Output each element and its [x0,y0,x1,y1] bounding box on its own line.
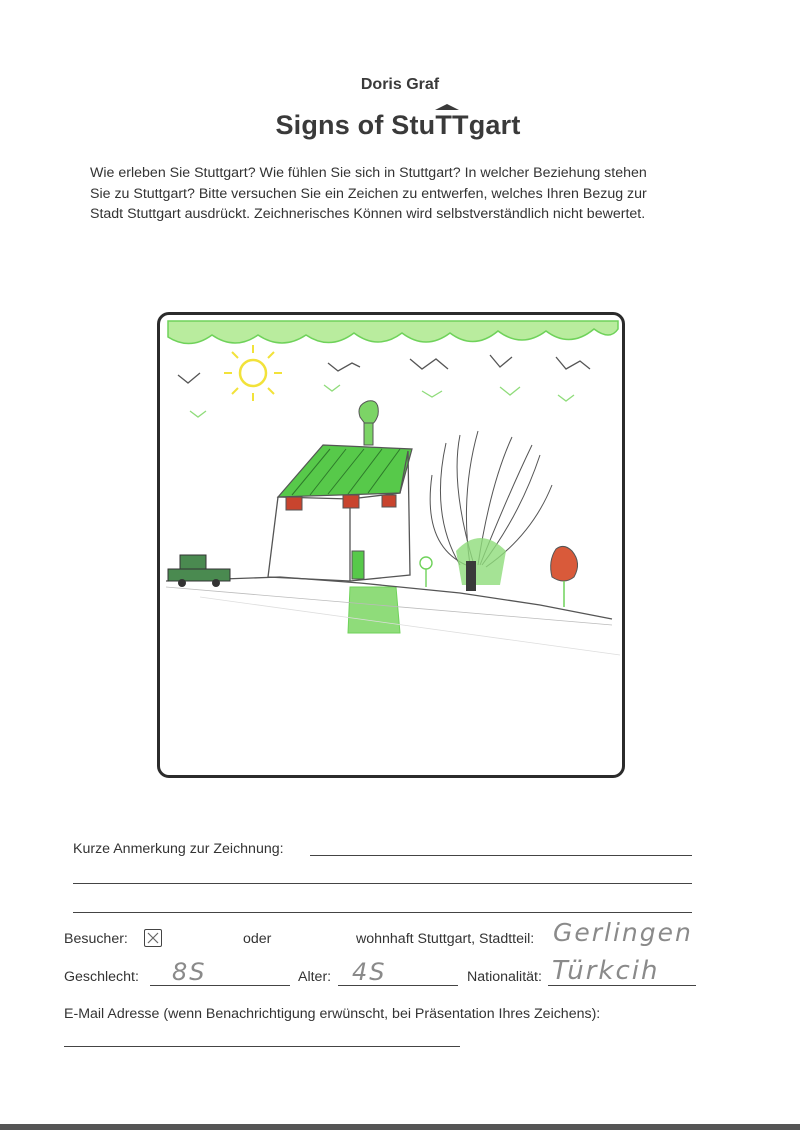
email-line[interactable] [64,1046,460,1047]
chimney-smoke [359,401,378,426]
author-name: Doris Graf [360,76,440,93]
house-roof [278,445,412,497]
district-value[interactable]: Gerlingen [553,918,693,947]
visitor-checkbox[interactable] [144,929,162,947]
title-part-b: TT [435,110,469,140]
gender-line [150,985,290,986]
title-prefix: Signs of [275,110,392,140]
email-label: E-Mail Adresse (wenn Benachrichtigung erwünscht, bei Präsentation Ihres Zeichens): [64,1006,601,1022]
scan-edge [0,1124,800,1130]
gender-label: Geschlecht: [64,969,139,985]
house-walls [268,497,350,581]
house-window [286,497,302,510]
gender-value[interactable]: 8S [172,958,207,986]
house-door [352,551,364,579]
age-label: Alter: [298,969,332,985]
remark-label: Kurze Anmerkung zur Zeichnung: [73,841,284,857]
green-bird-icons [190,385,574,417]
remark-line-3[interactable] [73,912,692,913]
drawing-frame [157,312,625,778]
remark-line-2[interactable] [73,883,692,884]
nationality-label: Nationalität: [467,969,542,985]
title-part-a: Stu [391,110,436,140]
tv-tower-roof-icon [434,104,460,110]
sun-icon [224,345,282,401]
car-icon [168,555,230,587]
title-part-c: gart [468,110,521,140]
intro-line-1: Wie erleben Sie Stuttgart? Wie fühlen Sie sich in Stuttgart? In welcher Beziehung stehen [90,165,647,181]
garden-path [348,587,400,633]
small-plant-icon [420,557,432,587]
house-window [382,495,396,507]
intro-text [90,163,712,225]
remark-line-1[interactable] [310,855,692,856]
visitor-label: Besucher: [64,931,128,947]
chimney [364,423,373,445]
title-tt-logo [435,110,468,141]
flower-icon [551,546,578,607]
cloud-band [168,321,618,344]
age-value[interactable]: 4S [352,958,387,986]
or-label: oder [243,931,272,947]
child-drawing [160,315,622,775]
intro-line-3: Stadt Stuttgart ausdrückt. Zeichnerisches Können wird selbstverständlich nicht bewertet. [90,206,646,222]
intro-line-2: Sie zu Stuttgart? Bitte versuchen Sie ein Zeichen zu entwerfen, welches Ihren Bezug zur [90,185,647,202]
house-window [343,495,359,508]
nationality-value[interactable]: Türkcih [552,956,660,986]
page-title [0,110,796,141]
checkmark-icon [145,930,161,946]
resident-label: wohnhaft Stuttgart, Stadtteil: [356,931,535,947]
